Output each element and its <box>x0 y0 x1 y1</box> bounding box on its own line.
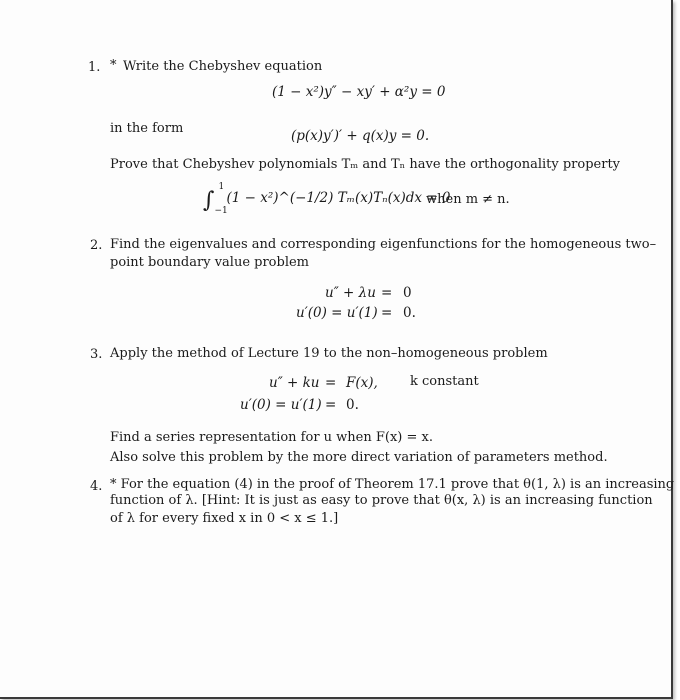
problem-3-eq2-rhs: 0. <box>346 397 359 413</box>
orthogonality-condition: when m ≠ n. <box>426 192 510 207</box>
problem-2-number: 2. <box>90 238 103 253</box>
problem-2-line-2: point boundary value problem <box>110 255 310 270</box>
problem-1-prove-text: Prove that Chebyshev polynomials Tₘ and Tₙ have the orthogonality property <box>110 157 621 172</box>
problem-2-eq1-equals: = <box>381 285 393 301</box>
integral-body: (1 − x²)^(−1/2) Tₘ(x)Tₙ(x)dx = 0 <box>226 190 451 206</box>
problem-2-eq2-rhs: 0. <box>403 305 416 321</box>
problem-2-line-1: Find the eigenvalues and corresponding eigenfunctions for the homogeneous two– <box>110 237 657 252</box>
problem-3-eq2-lhs: u′(0) = u′(1) <box>240 397 322 413</box>
problem-1-star: * <box>110 58 117 73</box>
orthogonality-integral <box>203 181 451 216</box>
problem-2-eq2-equals: = <box>381 305 393 321</box>
problem-3-k-constant-note: k constant <box>410 374 479 389</box>
integral-lower-limit: −1 <box>214 205 228 216</box>
problem-3-find-text: Find a series representation for u when F(x) = x. <box>110 430 433 445</box>
problem-2-eq1-rhs: 0 <box>403 285 412 301</box>
problem-1-number: 1. <box>88 60 101 75</box>
problem-4-line-1: * For the equation (4) in the proof of Theorem 17.1 prove that θ(1, λ) is an increasing <box>110 477 675 492</box>
problem-4-number: 4. <box>90 479 103 494</box>
problem-4-line-2: function of λ. [Hint: It is just as easy to prove that θ(x, λ) is an increasing function <box>110 493 653 508</box>
sturm-liouville-form: (p(x)y′)′ + q(x)y = 0. <box>291 128 430 144</box>
problem-4-line-3: of λ for every fixed x in 0 < x ≤ 1.] <box>110 511 339 526</box>
problem-3-also-text: Also solve this problem by the more direct variation of parameters method. <box>110 450 608 465</box>
integral-upper-limit: 1 <box>218 181 225 192</box>
in-the-form-text: in the form <box>110 121 184 136</box>
integral-sign-icon: ∫ <box>203 188 215 213</box>
problem-1-intro: Write the Chebyshev equation <box>123 59 323 74</box>
problem-3-eq1-lhs: u″ + ku <box>269 375 320 391</box>
problem-2-eq1-lhs: u″ + λu <box>325 285 376 301</box>
problem-3-eq2-equals: = <box>325 397 337 413</box>
problem-3-eq1-equals: = <box>325 375 337 391</box>
problem-3-line-1: Apply the method of Lecture 19 to the non–homogeneous problem <box>110 346 548 361</box>
problem-3-number: 3. <box>90 347 103 362</box>
chebyshev-equation: (1 − x²)y″ − xy′ + α²y = 0 <box>272 84 446 100</box>
problem-2-eq2-lhs: u′(0) = u′(1) <box>296 305 378 321</box>
problem-3-eq1-rhs: F(x), <box>346 375 378 391</box>
integral-limits <box>214 181 228 216</box>
